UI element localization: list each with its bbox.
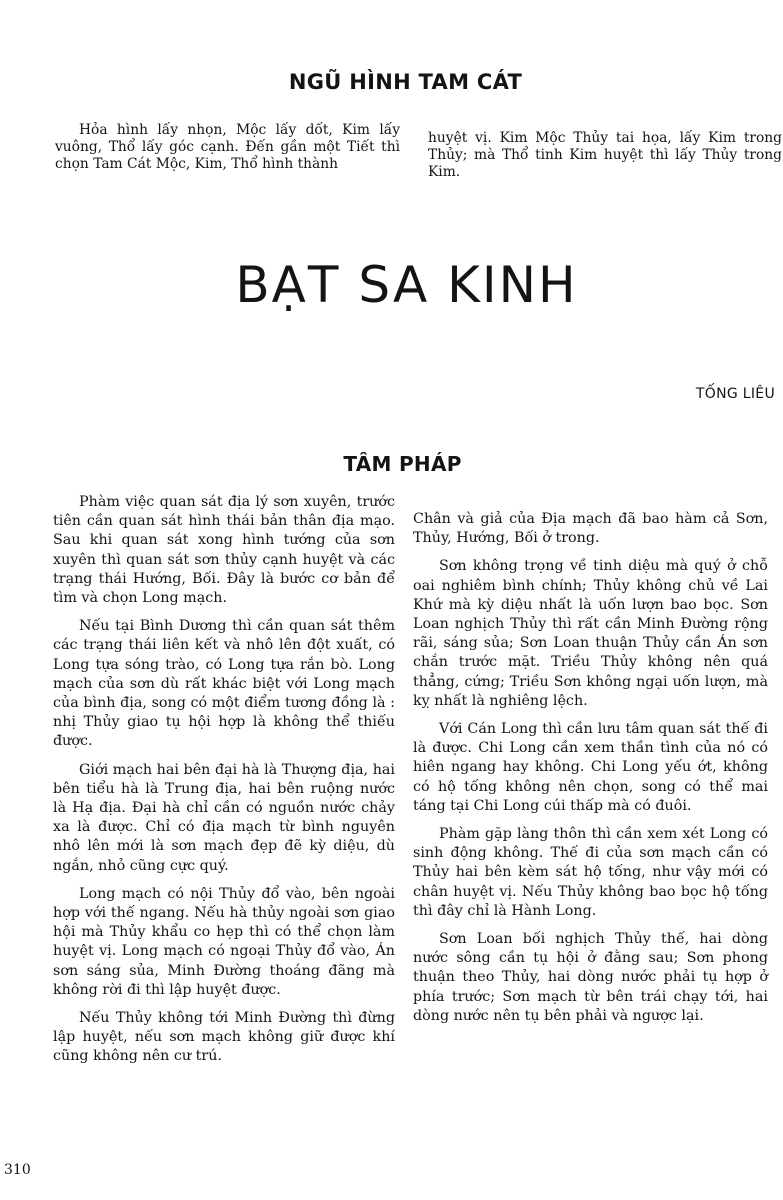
- section1-left-paragraph: Hỏa hình lấy nhọn, Mộc lấy dốt, Kim lấy vuông, Thổ lấy góc cạnh. Đến gần một Tiết thì chọn Tam Cát Mộc, Kim, Thổ hình thành: [55, 122, 400, 172]
- section2-right-column: [413, 510, 768, 1035]
- left-paragraph-1: Phàm việc quan sát địa lý sơn xuyên, trước tiên cần quan sát hình thái bản thân địa mạo. Sau khi quan sát xong hình tướng của sơn xuyên thì quan sát sơn thủy cạnh huyệt và các trạng thái Hướng, Bối. Đây là bước cơ bản để tìm và chọn Long mạch.: [53, 494, 395, 607]
- right-paragraph-1: Sơn không trọng về tinh diệu mà quý ở chỗ oai nghiêm bình chính; Thủy không chủ về Lai Khứ mà kỳ diệu nhất là uốn lượn bao bọc. Sơn Loan nghịch Thủy thì rất cần Minh Đường rộng rãi, sáng sủa; Sơn Loan thuận Thủy cần Án sơn chắn trước mặt. Triều Thủy không nên quá thẳng, cứng; Triều Sơn không ngại uốn lượn, mà kỵ nhất là nghiêng lệch.: [413, 558, 768, 709]
- left-paragraph-3: Giới mạch hai bên đại hà là Thượng địa, hai bên tiểu hà là Trung địa, hai bên ruộng nước là Hạ địa. Đại hà chỉ cần có nguồn nước chảy xa là được. Chỉ có địa mạch từ bình nguyên nhô lên mới là sơn mạch đẹp đẽ kỳ diệu, dù ngắn, nhỏ cũng cực quý.: [53, 761, 395, 874]
- book-title: BẠT SA KINH: [235, 256, 578, 314]
- author-name: TỐNG LIÊU: [695, 386, 775, 402]
- right-paragraph-0: Chân và giả của Địa mạch đã bao hàm cả Sơn, Thủy, Hướng, Bối ở trong.: [413, 511, 768, 547]
- section1-left-column: [55, 122, 400, 173]
- section1-right-column: [428, 130, 782, 181]
- right-paragraph-2: Với Cán Long thì cần lưu tâm quan sát thế đi là được. Chi Long cần xem thần tình của nó có hiên ngang hay không. Chi Long yếu ớt, không có hộ tống không nên chọn, song có thể mai táng tại Chi Long cúi thấp mà có đuôi.: [413, 721, 768, 814]
- left-paragraph-5: Nếu Thủy không tới Minh Đường thì đừng lập huyệt, nếu sơn mạch không giữ được khí cũng không nên cư trú.: [53, 1010, 395, 1065]
- section-heading-tam-phap: TÂM PHÁP: [343, 452, 462, 476]
- right-paragraph-3: Phàm gặp làng thôn thì cần xem xét Long có sinh động không. Thế đi của sơn mạch cần có Thủy hai bên kèm sát hộ tống, như vậy mới có chân huyệt vị. Nếu Thủy không bao bọc hộ tống thì đây chỉ là Hành Long.: [413, 826, 768, 919]
- right-paragraph-4: Sơn Loan bối nghịch Thủy thế, hai dòng nước sông cần tụ hội ở đằng sau; Sơn phong thuận theo Thủy, hai dòng nước phải tụ hợp ở phía trước; Sơn mạch từ bên trái chạy tới, hai dòng nước nên tụ bên phải và ngược lại.: [413, 931, 768, 1024]
- left-paragraph-2: Nếu tại Bình Dương thì cần quan sát thêm các trạng thái liên kết và nhô lên đột xuất, có Long tựa sóng trào, có Long tựa rắn bò. Long mạch của sơn dù rất khác biệt với Long mạch của bình địa, song có một điểm tương đồng là : nhị Thủy giao tụ hội hợp là không thể thiếu được.: [53, 618, 395, 750]
- section1-right-paragraph: huyệt vị. Kim Mộc Thủy tai họa, lấy Kim trong Thủy; mà Thổ tinh Kim huyệt thì lấy Thủy trong Kim.: [428, 130, 782, 180]
- section2-left-column: [53, 493, 395, 1076]
- left-paragraph-4: Long mạch có nội Thủy đổ vào, bên ngoài hợp với thế ngang. Nếu hà thủy ngoài sơn giao hội mà Thủy khẩu co hẹp thì có thể chọn làm huyệt vị. Long mạch có ngoại Thủy đổ vào, Án sơn sáng sủa, Minh Đường thoáng đãng mà không rời đi thì lập huyệt được.: [53, 885, 395, 998]
- section-heading-ngu-hinh: NGŨ HÌNH TAM CÁT: [288, 70, 523, 94]
- page-number: 310: [4, 1162, 31, 1178]
